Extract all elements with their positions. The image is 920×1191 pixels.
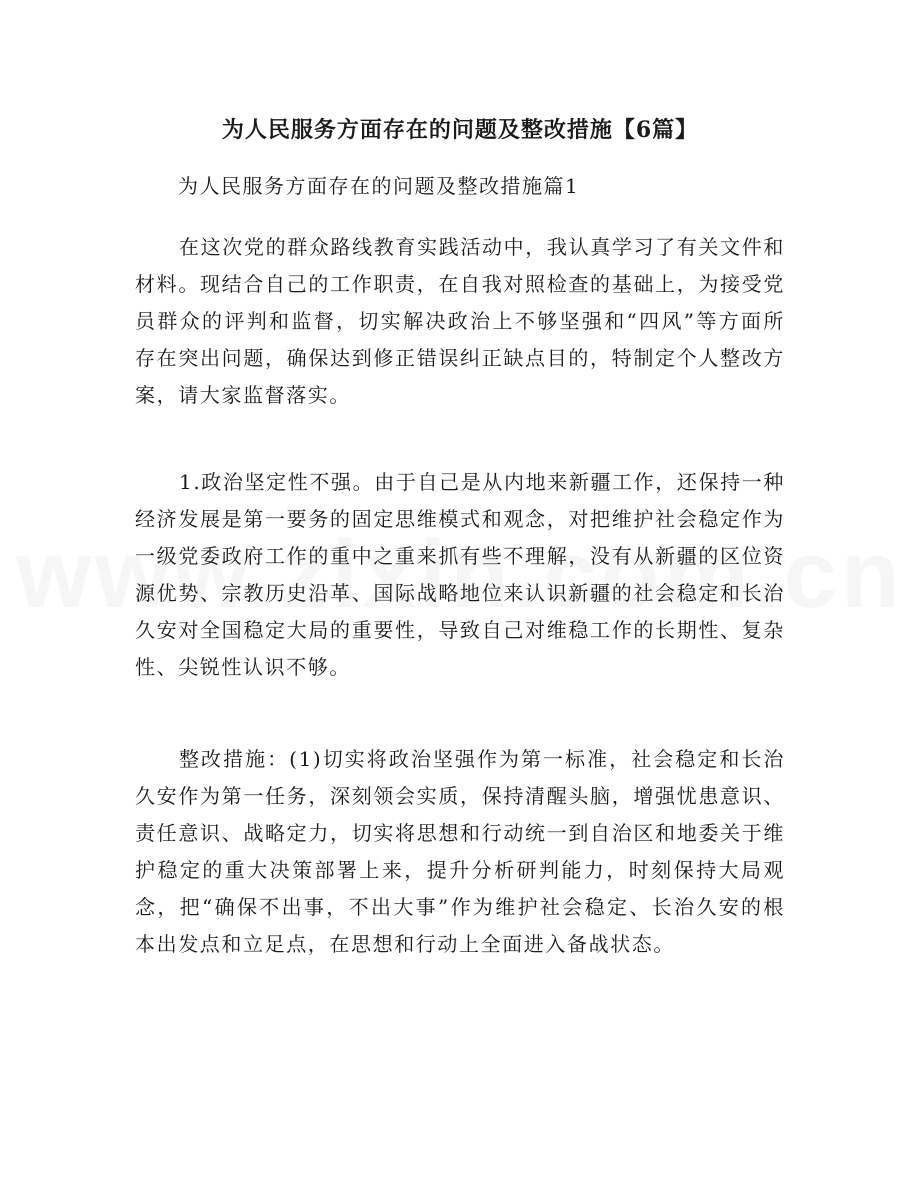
section-heading: 为人民服务方面存在的问题及整改措施篇1 [178,174,580,198]
document-title: 为人民服务方面存在的问题及整改措施【6篇】 [221,117,699,143]
paragraph-measures: 整改措施：(1)切实将政治坚强作为第一标准，社会稳定和长治久安作为第一任务，深刻领会实质，保持清醒头脑，增强忧患意识、责任意识、战略定力，切实将思想和行动统一到自治区和地委关于维护稳定的重大决策部署上来，提升分析研判能力，时刻保持大局观念，把“确保不出事，不出大事”作为维护社会稳定、长治久安的根本出发点和立足点，在思想和行动上全面进入备战状态。 [135,747,785,956]
paragraph-issue-1: 1.政治坚定性不强。由于自己是从内地来新疆工作，还保持一种经济发展是第一要务的固定思维模式和观念，对把维护社会稳定作为一级党委政府工作的重中之重来抓有些不理解，没有从新疆的区位资源优势、宗教历史沿革、国际战略地位来认识新疆的社会稳定和长治久安对全国稳定大局的重要性，导致自己对维稳工作的长期性、复杂性、尖锐性认识不够。 [135,470,785,679]
paragraph-intro: 在这次党的群众路线教育实践活动中，我认真学习了有关文件和材料。现结合自己的工作职责，在自我对照检查的基础上，为接受党员群众的评判和监督，切实解决政治上不够坚强和“四风”等方面所存在突出问题，确保达到修正错误纠正缺点目的，特制定个人整改方案，请大家监督落实。 [135,235,785,407]
